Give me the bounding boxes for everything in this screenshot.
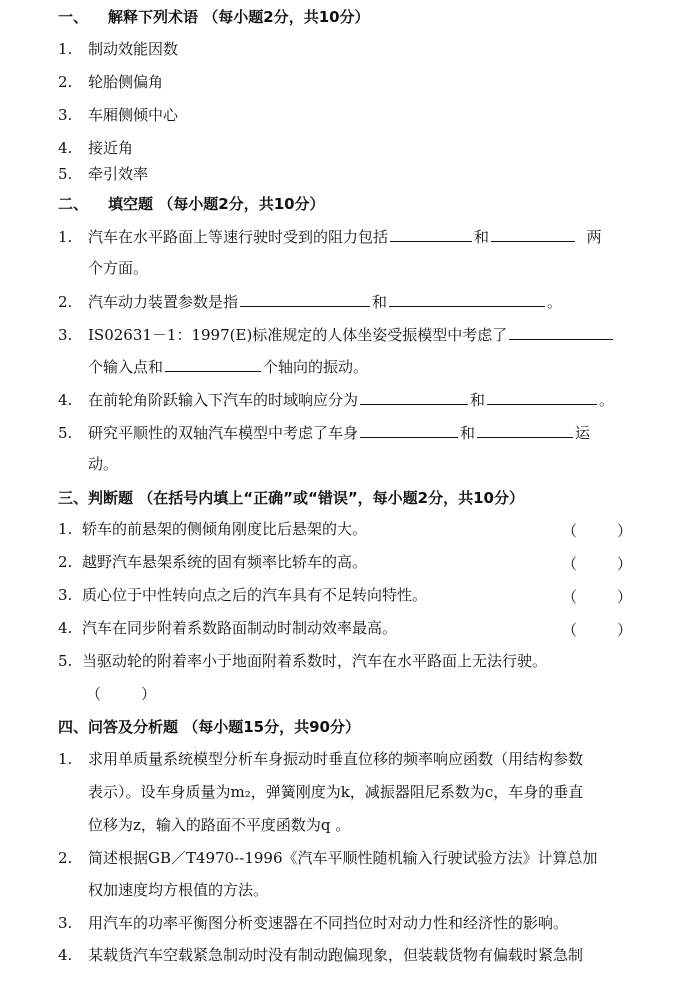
fill-question-2: 2. 汽车动力装置参数是指 和 。 — [58, 293, 563, 311]
judge-item: 5. 当驱动轮的附着率小于地面附着系数时，汽车在水平路面上无法行驶。 — [58, 652, 548, 670]
answer-blank[interactable] — [389, 292, 545, 307]
fill-question-5: 5. 研究平顺性的双轴汽车模型中考虑了车身 和 运 — [58, 424, 591, 442]
judge-item: 3. 质心位于中性转向点之后的汽车具有不足转向特性。 — [58, 586, 428, 604]
list-item: 2. 轮胎侧偏角 — [58, 73, 164, 91]
answer-blank[interactable] — [509, 325, 613, 340]
answer-blank[interactable] — [360, 390, 468, 405]
section-heading-3 — [58, 487, 524, 508]
answer-parens[interactable]: （ ） — [562, 588, 633, 606]
qa-question-1: 1. 求用单质量系统模型分析车身振动时垂直位移的频率响应函数（用结构参数 — [58, 750, 584, 768]
fill-question-3-cont: 个输入点和 个轴向的振动。 — [88, 358, 369, 376]
fill-question-1-cont: 个方面。 — [88, 259, 149, 277]
qa-question-4: 4. 某载货汽车空载紧急制动时没有制动跑偏现象，但装载货物有偏载时紧急制 — [58, 946, 584, 964]
section-heading-4 — [58, 716, 360, 737]
section-number: 二、 — [58, 195, 89, 213]
judge-item: 1. 轿车的前悬架的侧倾角刚度比后悬架的大。 — [58, 520, 368, 538]
list-item: 4. 接近角 — [58, 139, 134, 157]
qa-question-1-cont: 位移为z，输入的路面不平度函数为q 。 — [88, 816, 351, 834]
answer-blank[interactable] — [487, 390, 597, 405]
qa-question-3: 3. 用汽车的功率平衡图分析变速器在不同挡位时对动力性和经济性的影响。 — [58, 914, 569, 932]
section-heading-1 — [58, 6, 370, 27]
list-item: 3. 车厢侧倾中心 — [58, 106, 179, 124]
answer-blank[interactable] — [390, 227, 472, 242]
judge-item: 4. 汽车在同步附着系数路面制动时制动效率最高。 — [58, 619, 398, 637]
qa-question-2-cont: 权加速度均方根值的方法。 — [88, 881, 269, 899]
answer-blank[interactable] — [165, 357, 261, 372]
fill-question-3: 3. IS02631－1：1997(E)标准规定的人体坐姿受振模型中考虑了 — [58, 325, 615, 344]
section-title: 填空题 — [108, 195, 154, 213]
answer-blank[interactable] — [491, 227, 575, 242]
qa-question-2: 2. 简述根据GB／T4970--1996《汽车平顺性随机输入行驶试验方法》计算总加 — [58, 849, 598, 867]
answer-parens[interactable]: （ ） — [562, 621, 633, 639]
fill-question-5-cont: 动。 — [88, 455, 119, 473]
answer-parens[interactable]: （ ） — [86, 685, 157, 703]
section-number: 一、 — [58, 8, 89, 26]
qa-question-1-cont: 表示）。设车身质量为m₂，弹簧刚度为k，减振器阻尼系数为c，车身的垂直 — [88, 783, 584, 801]
answer-parens[interactable]: （ ） — [562, 522, 633, 540]
list-item: 1. 制动效能因数 — [58, 40, 179, 58]
fill-question-4: 4. 在前轮角阶跃输入下汽车的时域响应分为 和 。 — [58, 391, 615, 409]
answer-blank[interactable] — [240, 292, 370, 307]
section-note: （每小题2分，共10分） — [158, 195, 325, 213]
section-title: 四、问答及分析题 — [58, 718, 179, 736]
section-heading-2 — [58, 193, 325, 214]
answer-blank[interactable] — [477, 423, 573, 438]
section-note: （在括号内填上“正确”或“错误”，每小题2分，共10分） — [138, 489, 524, 507]
list-item: 5. 牵引效率 — [58, 165, 149, 183]
fill-question-1: 1. 汽车在水平路面上等速行驶时受到的阻力包括 和 两 — [58, 228, 602, 246]
section-note: （每小题15分，共90分） — [183, 718, 360, 736]
section-note: （每小题2分，共10分） — [203, 8, 370, 26]
section-title: 解释下列术语 — [108, 8, 199, 26]
answer-blank[interactable] — [360, 423, 458, 438]
section-title: 三、判断题 — [58, 489, 134, 507]
answer-parens[interactable]: （ ） — [562, 555, 633, 573]
judge-item: 2. 越野汽车悬架系统的固有频率比轿车的高。 — [58, 553, 368, 571]
